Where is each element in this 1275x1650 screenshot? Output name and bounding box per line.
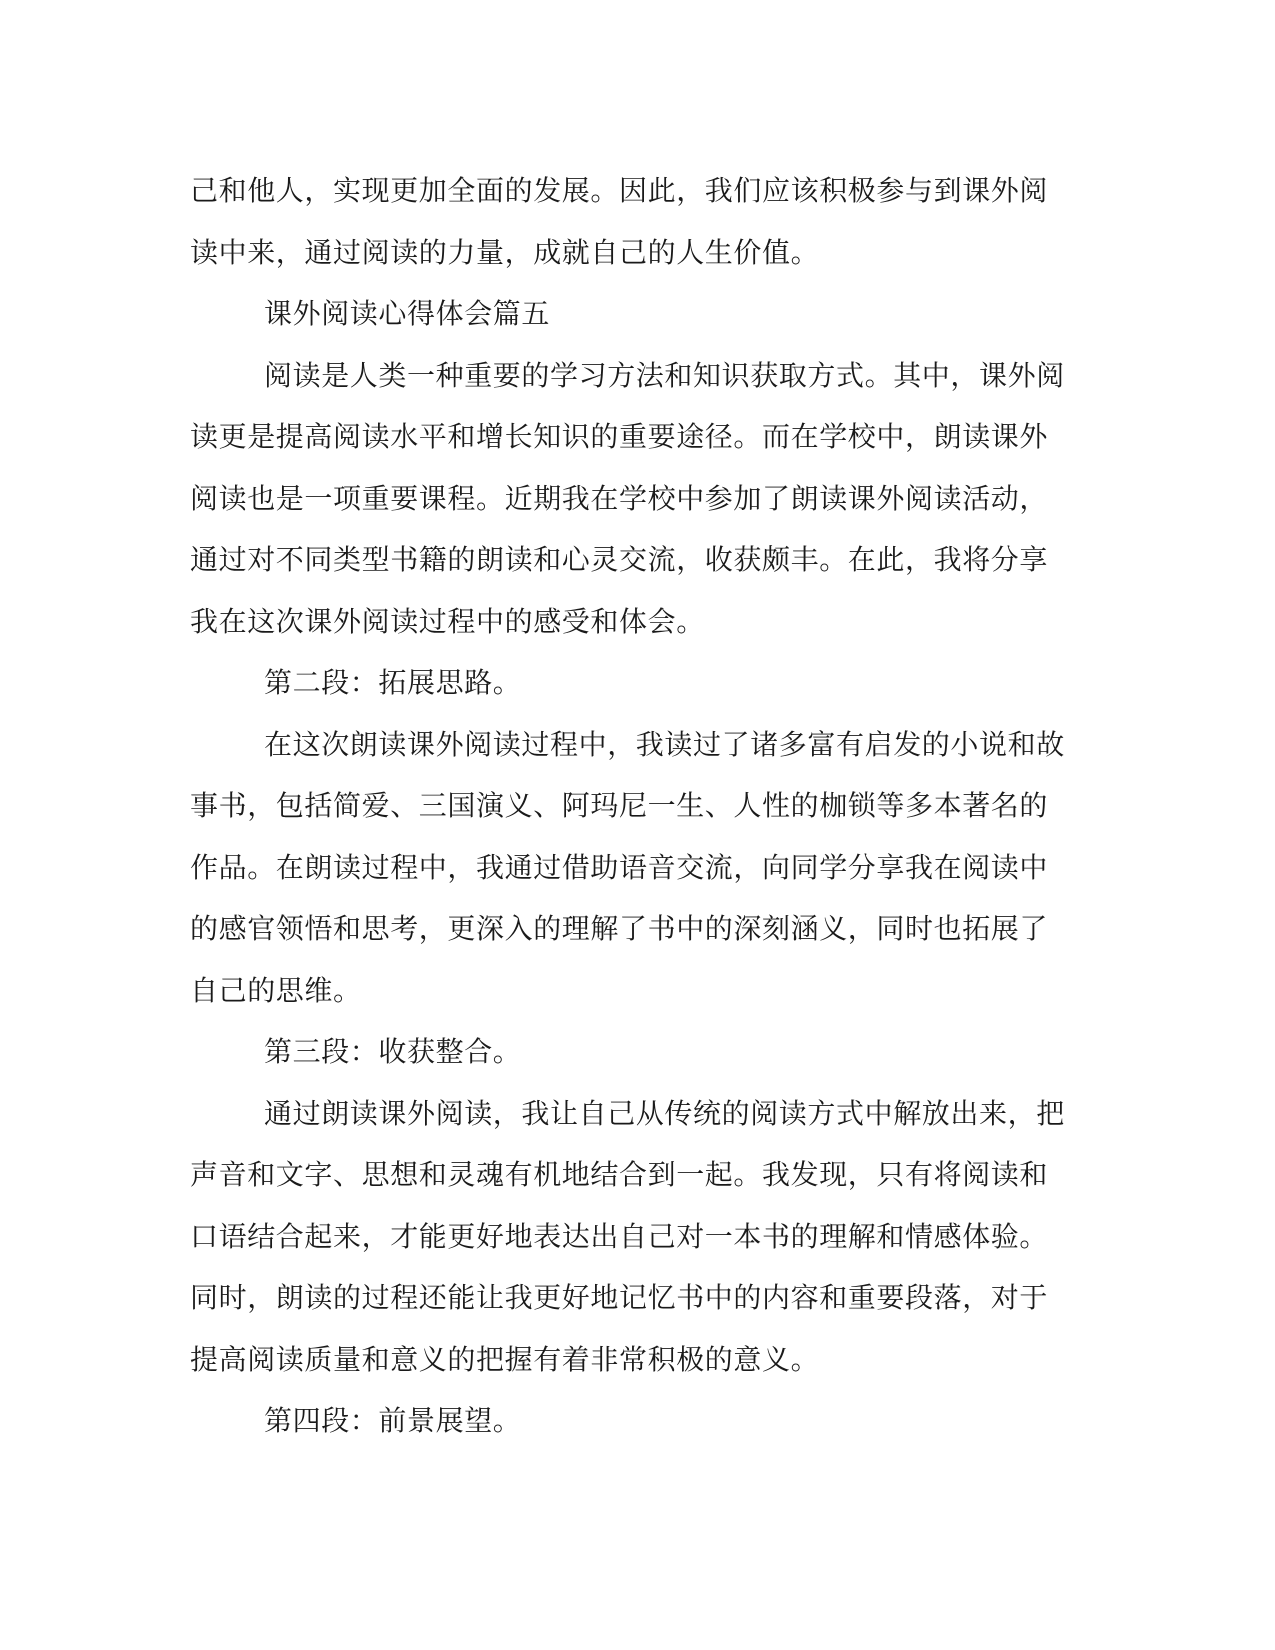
text-line: 声音和文字、思想和灵魂有机地结合到一起。我发现，只有将阅读和	[190, 1158, 1049, 1191]
section-heading-four	[190, 1390, 1090, 1452]
paragraph-harvest-integration	[190, 1083, 1090, 1391]
text-line: 提高阅读质量和意义的把握有着非常积极的意义。	[190, 1342, 820, 1376]
paragraph-intro-continuation	[190, 160, 1090, 283]
section-heading-part-five	[190, 283, 1090, 345]
text-line: 通过对不同类型书籍的朗读和心灵交流，收获颇丰。在此，我将分享	[190, 543, 1049, 576]
text-line: 口语结合起来，才能更好地表达出自己对一本书的理解和情感体验。	[190, 1219, 1049, 1253]
section-heading-two	[190, 652, 1090, 714]
heading-text: 第四段：前景展望。	[264, 1404, 522, 1437]
text-line: 己和他人，实现更加全面的发展。因此，我们应该积极参与到课外阅	[190, 174, 1049, 207]
text-line: 阅读是人类一种重要的学习方法和知识获取方式。其中，课外阅	[264, 358, 1065, 392]
text-line: 的感官领悟和思考，更深入的理解了书中的深刻涵义，同时也拓展了	[190, 912, 1049, 945]
text-line: 作品。在朗读过程中，我通过借助语音交流，向同学分享我在阅读中	[190, 850, 1049, 884]
text-line: 在这次朗读课外阅读过程中，我读过了诸多富有启发的小说和故	[264, 727, 1065, 761]
document-body	[190, 160, 1090, 1452]
section-heading-three	[190, 1021, 1090, 1083]
text-line: 同时，朗读的过程还能让我更好地记忆书中的内容和重要段落，对于	[190, 1281, 1049, 1314]
text-line: 自己的思维。	[190, 973, 362, 1007]
text-line: 事书，包括简爱、三国演义、阿玛尼一生、人性的枷锁等多本著名的	[190, 789, 1049, 822]
text-line: 读更是提高阅读水平和增长知识的重要途径。而在学校中，朗读课外	[190, 420, 1049, 453]
text-line: 读中来，通过阅读的力量，成就自己的人生价值。	[190, 235, 820, 269]
heading-text: 第三段：收获整合。	[264, 1035, 522, 1068]
heading-text: 第二段：拓展思路。	[264, 666, 522, 699]
heading-text: 课外阅读心得体会篇五	[264, 297, 551, 330]
text-line: 通过朗读课外阅读，我让自己从传统的阅读方式中解放出来，把	[264, 1096, 1065, 1130]
text-line: 阅读也是一项重要课程。近期我在学校中参加了朗读课外阅读活动，	[190, 481, 1049, 515]
text-line: 我在这次课外阅读过程中的感受和体会。	[190, 604, 705, 638]
paragraph-expand-thinking	[190, 714, 1090, 1022]
paragraph-reading-importance	[190, 345, 1090, 653]
